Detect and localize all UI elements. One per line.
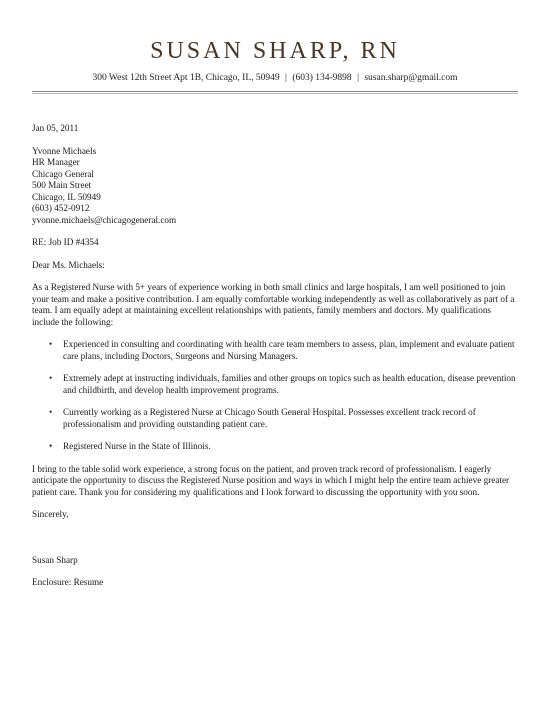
list-item xyxy=(32,373,518,396)
sender-address: 300 West 12th Street Apt 1B, Chicago, IL, 50949 xyxy=(92,73,280,83)
recipient-email: yvonne.michaels@chicagogeneral.com xyxy=(32,214,177,225)
closing-paragraph: I bring to the table solid work experience, a strong focus on the patient, and proven track record of professionalism. I eagerly anticipate the opportunity to discuss the Registered Nurse position and ways in which I might help the entire team achieve greater patient care. Thank you for considering my qualifications and I look forward to discussing the opportunity with you soon. xyxy=(32,463,510,497)
enclosure-line: Enclosure: Resume xyxy=(32,577,104,587)
recipient-name: Yvonne Michaels xyxy=(32,145,97,156)
contact-separator: | xyxy=(285,73,287,83)
list-item xyxy=(32,339,518,362)
bullet-icon: • xyxy=(49,339,53,349)
recipient-title: HR Manager xyxy=(32,157,80,167)
signature-name: Susan Sharp xyxy=(32,554,78,565)
qualification-text: Experienced in consulting and coordinating with health care team members to assess, plan, implement and evaluate patient care plans, including Doctors, Surgeons and Nursing Managers. xyxy=(63,339,515,361)
recipient-company: Chicago General xyxy=(32,168,94,179)
letter-body xyxy=(32,123,518,589)
qualification-text: Currently working as a Registered Nurse at Chicago South General Hospital. Possesses excellent track record of professionalism and providing outstanding patient care. xyxy=(63,407,476,429)
sender-contact-line xyxy=(0,73,550,83)
salutation: Dear Ms. Michaels: xyxy=(32,259,105,270)
sender-phone: (603) 134-9898 xyxy=(292,73,352,83)
list-item xyxy=(32,441,518,453)
recipient-block xyxy=(32,146,518,227)
sign-off: Sincerely, xyxy=(32,509,69,519)
recipient-phone: (603) 452-0912 xyxy=(32,203,90,213)
qualification-text: Registered Nurse in the State of Illinois. xyxy=(63,441,211,451)
qualifications-list xyxy=(32,339,518,453)
header-divider xyxy=(32,91,518,92)
bullet-icon: • xyxy=(49,407,53,417)
recipient-street: 500 Main Street xyxy=(32,180,92,190)
header-divider-secondary xyxy=(32,93,518,94)
recipient-city: Chicago, IL 50949 xyxy=(32,191,101,202)
qualification-text: Extremely adept at instructing individuals, families and other groups on topics such as health education, disease prevention and childbirth, and develop health improvement programs. xyxy=(63,373,516,395)
bullet-icon: • xyxy=(49,441,53,451)
list-item xyxy=(32,407,518,430)
sender-name: SUSAN SHARP, RN xyxy=(150,38,400,64)
intro-paragraph: As a Registered Nurse with 5+ years of experience working in both small clinics and large hospitals, I am well positioned to join your team and make a positive contribution. I am equally comfortable working independently as well as collaboratively as part of a team. I am equally adept at maintaining excellent relationships with patients, family members and doctors. My qualifications include the following: xyxy=(32,282,515,327)
bullet-icon: • xyxy=(49,373,53,383)
letter-date: Jan 05, 2011 xyxy=(32,123,79,133)
contact-separator: | xyxy=(357,73,359,83)
sender-email: susan.sharp@gmail.com xyxy=(364,73,458,83)
reference-line: RE: Job ID #4354 xyxy=(32,237,99,247)
